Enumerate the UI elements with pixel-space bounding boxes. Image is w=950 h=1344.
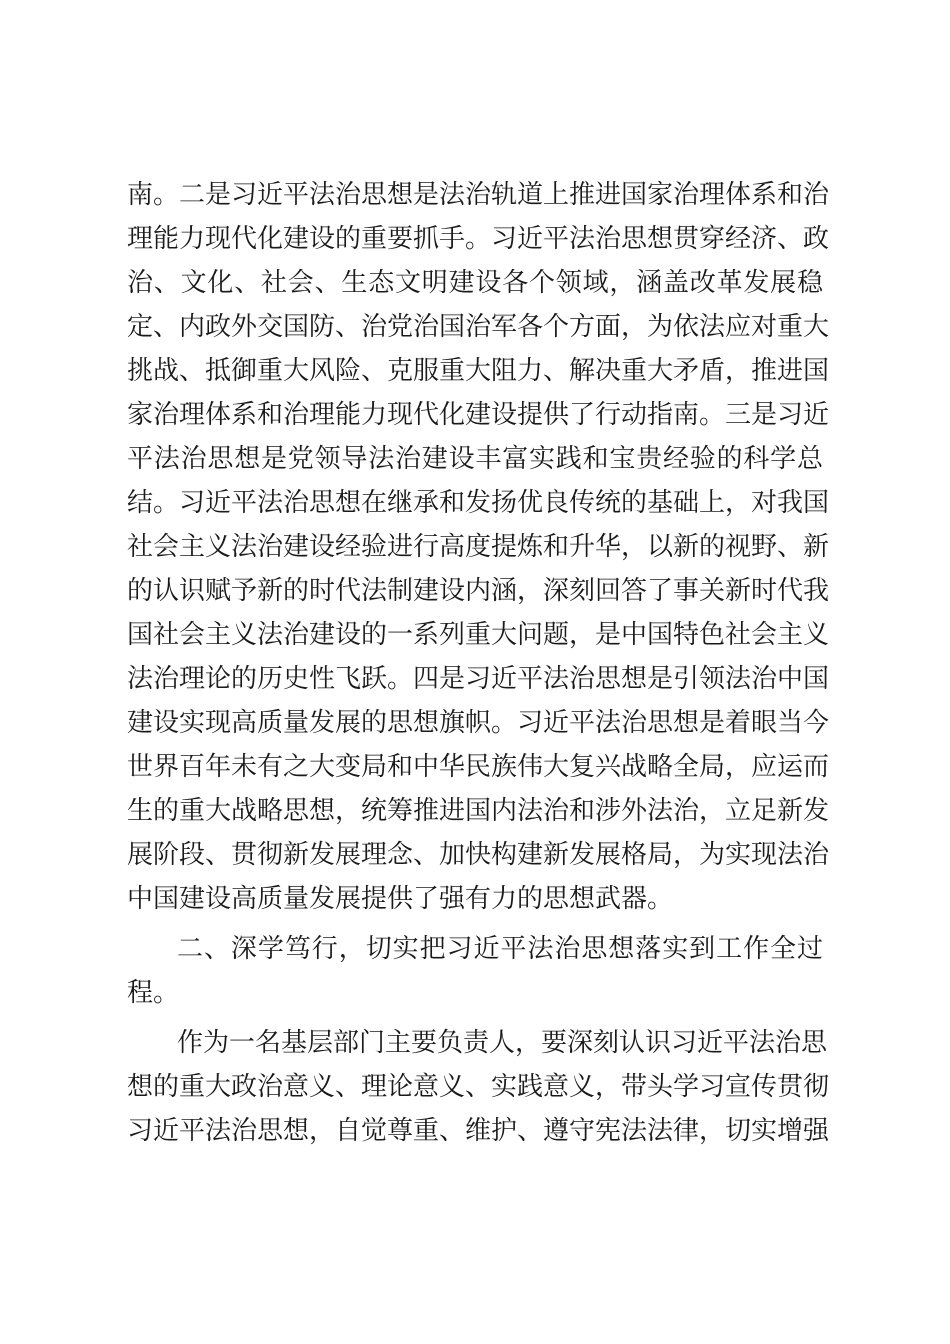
text-line: 想的重大政治意义、理论意义、实践意义，带头学习宣传贯彻 xyxy=(127,1072,830,1102)
text-line: 社会主义法治建设经验进行高度提炼和升华，以新的视野、新 xyxy=(127,532,830,562)
text-line: 中国建设高质量发展提供了强有力的思想武器。 xyxy=(127,884,674,914)
text-line: 平法治思想是党领导法治建设丰富实践和宝贵经验的科学总 xyxy=(127,444,823,474)
text-line: 理能力现代化建设的重要抓手。习近平法治思想贯穿经济、政 xyxy=(127,224,830,254)
text-line: 建设实现高质量发展的思想旗帜。习近平法治思想是着眼当今 xyxy=(127,708,830,738)
text-line: 家治理体系和治理能力现代化建设提供了行动指南。三是习近 xyxy=(127,400,830,430)
text-line: 挑战、抵御重大风险、克服重大阻力、解决重大矛盾，推进国 xyxy=(127,356,830,386)
text-line: 定、内政外交国防、治党治国治军各个方面，为依法应对重大 xyxy=(127,312,830,342)
text-line: 世界百年未有之大变局和中华民族伟大复兴战略全局，应运而 xyxy=(127,752,830,782)
text-line: 法治理论的历史性飞跃。四是习近平法治思想是引领法治中国 xyxy=(127,664,830,694)
section-heading xyxy=(127,927,823,1015)
text-line: 国社会主义法治建设的一系列重大问题，是中国特色社会主义 xyxy=(127,620,830,650)
text-line: 的认识赋予新的时代法制建设内涵，深刻回答了事关新时代我 xyxy=(127,576,830,606)
text-line: 结。习近平法治思想在继承和发扬优良传统的基础上，对我国 xyxy=(127,488,830,518)
heading-line: 程。 xyxy=(127,978,180,1008)
text-line: 作为一名基层部门主要负责人，要深刻认识习近平法治思 xyxy=(177,1028,828,1058)
paragraph xyxy=(127,1021,830,1153)
text-line: 南。二是习近平法治思想是法治轨道上推进国家治理体系和治 xyxy=(127,180,830,210)
paragraph-continuation xyxy=(127,173,830,921)
text-line: 习近平法治思想，自觉尊重、维护、遵守宪法法律，切实增强 xyxy=(127,1116,830,1146)
heading-line: 二、深学笃行，切实把习近平法治思想落实到工作全过 xyxy=(177,934,823,964)
text-line: 生的重大战略思想，统筹推进国内法治和涉外法治，立足新发 xyxy=(127,796,830,826)
text-line: 治、文化、社会、生态文明建设各个领域，涵盖改革发展稳 xyxy=(127,268,823,298)
text-line: 展阶段、贯彻新发展理念、加快构建新发展格局，为实现法治 xyxy=(127,840,830,870)
document-body xyxy=(127,173,830,1153)
